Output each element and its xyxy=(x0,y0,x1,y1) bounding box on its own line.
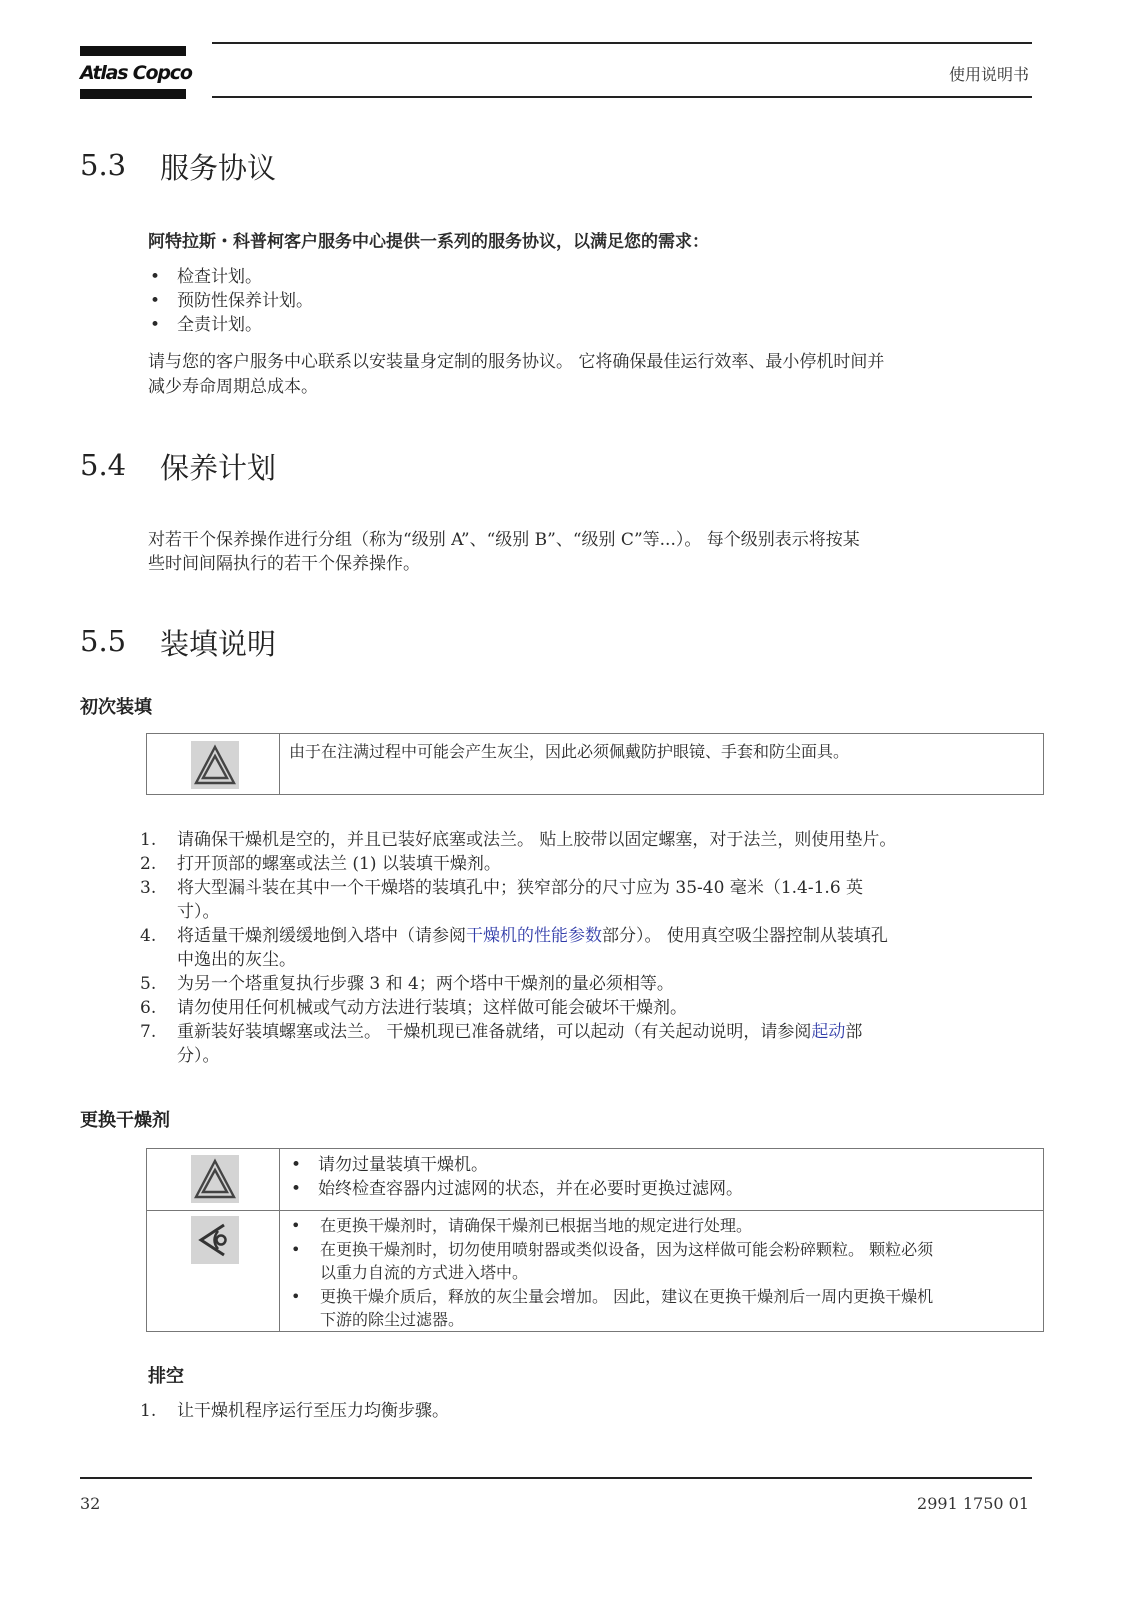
step-text-part: 重新装好装填螺塞或法兰。 干燥机现已准备就绪，可以起动（有关起动说明，请参阅 xyxy=(177,1022,812,1042)
warning-triangle-icon xyxy=(191,1155,239,1203)
warning-triangle-icon xyxy=(191,741,239,789)
atlas-copco-logo xyxy=(80,46,192,99)
step-number: 2. xyxy=(140,854,157,874)
table-divider xyxy=(279,1149,280,1331)
table-divider xyxy=(279,734,280,794)
item-text: 下游的除尘过滤器。 xyxy=(320,1310,465,1329)
subsection-title: 更换干燥剂 xyxy=(80,1110,170,1131)
item-text: 全责计划。 xyxy=(177,315,262,335)
body-line: 对若干个保养操作进行分组（称为“级别 A”、“级别 B”、“级别 C”等...）。 每个级别表示将按某 xyxy=(148,530,860,550)
bullet: • xyxy=(150,315,161,335)
startup-link[interactable]: 起动 xyxy=(811,1022,846,1042)
subsection-title: 排空 xyxy=(148,1366,184,1387)
step-text: 请确保干燥机是空的，并且已装好底塞或法兰。 贴上胶带以固定螺塞，对于法兰，则使用垫片。 xyxy=(177,830,897,850)
step-number: 7. xyxy=(140,1022,157,1042)
intro-text: 阿特拉斯・科普柯客户服务中心提供一系列的服务协议，以满足您的需求： xyxy=(148,232,709,252)
bullet: • xyxy=(291,1287,301,1306)
replace-notes-table xyxy=(146,1148,1044,1332)
section-number: 5.5 xyxy=(80,624,127,658)
item-text: 在更换干燥剂时，请确保干燥剂已根据当地的规定进行处理。 xyxy=(320,1216,753,1235)
step-text: 寸）。 xyxy=(177,902,220,922)
step-text: 打开顶部的螺塞或法兰 (1) 以装填干燥剂。 xyxy=(177,854,501,874)
item-text: 请勿过量装填干燥机。 xyxy=(318,1155,488,1175)
list-item xyxy=(148,265,313,289)
step-text xyxy=(177,1020,862,1044)
subsection-title: 初次装填 xyxy=(80,697,152,718)
list-item xyxy=(148,313,313,337)
step-text xyxy=(177,924,888,948)
step-number: 5. xyxy=(140,974,157,994)
bullet: • xyxy=(150,267,161,287)
body-line: 请与您的客户服务中心联系以安装量身定制的服务协议。 它将确保最佳运行效率、最小停机时间并 xyxy=(148,352,885,372)
section-title: 服务协议 xyxy=(160,151,277,185)
warning-table xyxy=(146,733,1044,795)
warning-bullets xyxy=(289,1153,1034,1201)
list-item xyxy=(289,1177,1034,1201)
bullet: • xyxy=(150,291,161,311)
step-number: 6. xyxy=(140,998,157,1018)
logo-top-bar xyxy=(80,46,186,56)
list-item xyxy=(289,1153,1034,1177)
item-text: 更换干燥介质后，释放的灰尘量会增加。 因此，建议在更换干燥剂后一周内更换干燥机 xyxy=(320,1287,934,1306)
table-divider xyxy=(147,1210,1043,1211)
footer-rule xyxy=(80,1477,1032,1479)
bullet: • xyxy=(291,1179,302,1199)
step-text: 让干燥机程序运行至压力均衡步骤。 xyxy=(177,1401,449,1421)
step-text-part: 将适量干燥剂缓缓地倒入塔中（请参阅 xyxy=(177,926,466,946)
section-title: 装填说明 xyxy=(160,627,277,661)
header-top-rule xyxy=(212,42,1032,44)
document-number: 2991 1750 01 xyxy=(917,1494,1029,1513)
page-number: 32 xyxy=(80,1494,101,1513)
document-title: 使用说明书 xyxy=(948,65,1029,84)
item-text: 以重力自流的方式进入塔中。 xyxy=(320,1263,529,1282)
step-text: 分）。 xyxy=(177,1046,220,1066)
body-line: 减少寿命周期总成本。 xyxy=(148,377,318,397)
section-title: 保养计划 xyxy=(160,451,277,485)
body-line: 些时间间隔执行的若干个保养操作。 xyxy=(148,554,420,574)
warning-text: 由于在注满过程中可能会产生灰尘，因此必须佩戴防护眼镜、手套和防尘面具。 xyxy=(289,742,850,761)
logo-text: Atlas Copco xyxy=(80,62,192,84)
item-text: 在更换干燥剂时，切勿使用喷射器或类似设备，因为这样做可能会粉碎颗粒。 颗粒必须 xyxy=(320,1240,934,1259)
step-text: 为另一个塔重复执行步骤 3 和 4；两个塔中干燥剂的量必须相等。 xyxy=(177,974,674,994)
bullet: • xyxy=(291,1216,301,1235)
step-text: 将大型漏斗装在其中一个干燥塔的装填孔中；狭窄部分的尺寸应为 35-40 毫米（1.4-1.6 英 xyxy=(177,878,864,898)
step-text-part: 部分）。 使用真空吸尘器控制从装填孔 xyxy=(602,926,888,946)
step-text: 中逸出的灰尘。 xyxy=(177,950,296,970)
eye-note-icon xyxy=(191,1216,239,1264)
step-number: 3. xyxy=(140,878,157,898)
step-number: 4. xyxy=(140,926,157,946)
bullet: • xyxy=(291,1240,301,1259)
plan-list xyxy=(148,265,313,337)
step-number: 1. xyxy=(140,830,157,850)
step-text-part: 部 xyxy=(845,1022,863,1042)
performance-link[interactable]: 干燥机的性能参数 xyxy=(466,926,602,946)
section-number: 5.3 xyxy=(80,148,127,182)
list-item xyxy=(148,289,313,313)
header-bottom-rule xyxy=(212,96,1032,98)
bullet: • xyxy=(291,1155,302,1175)
item-text: 检查计划。 xyxy=(177,267,262,287)
step-text: 请勿使用任何机械或气动方法进行装填；这样做可能会破坏干燥剂。 xyxy=(177,998,687,1018)
section-number: 5.4 xyxy=(80,448,127,482)
item-text: 始终检查容器内过滤网的状态，并在必要时更换过滤网。 xyxy=(318,1179,743,1199)
logo-bottom-bar xyxy=(80,89,186,99)
item-text: 预防性保养计划。 xyxy=(177,291,313,311)
step-number: 1. xyxy=(140,1401,157,1421)
